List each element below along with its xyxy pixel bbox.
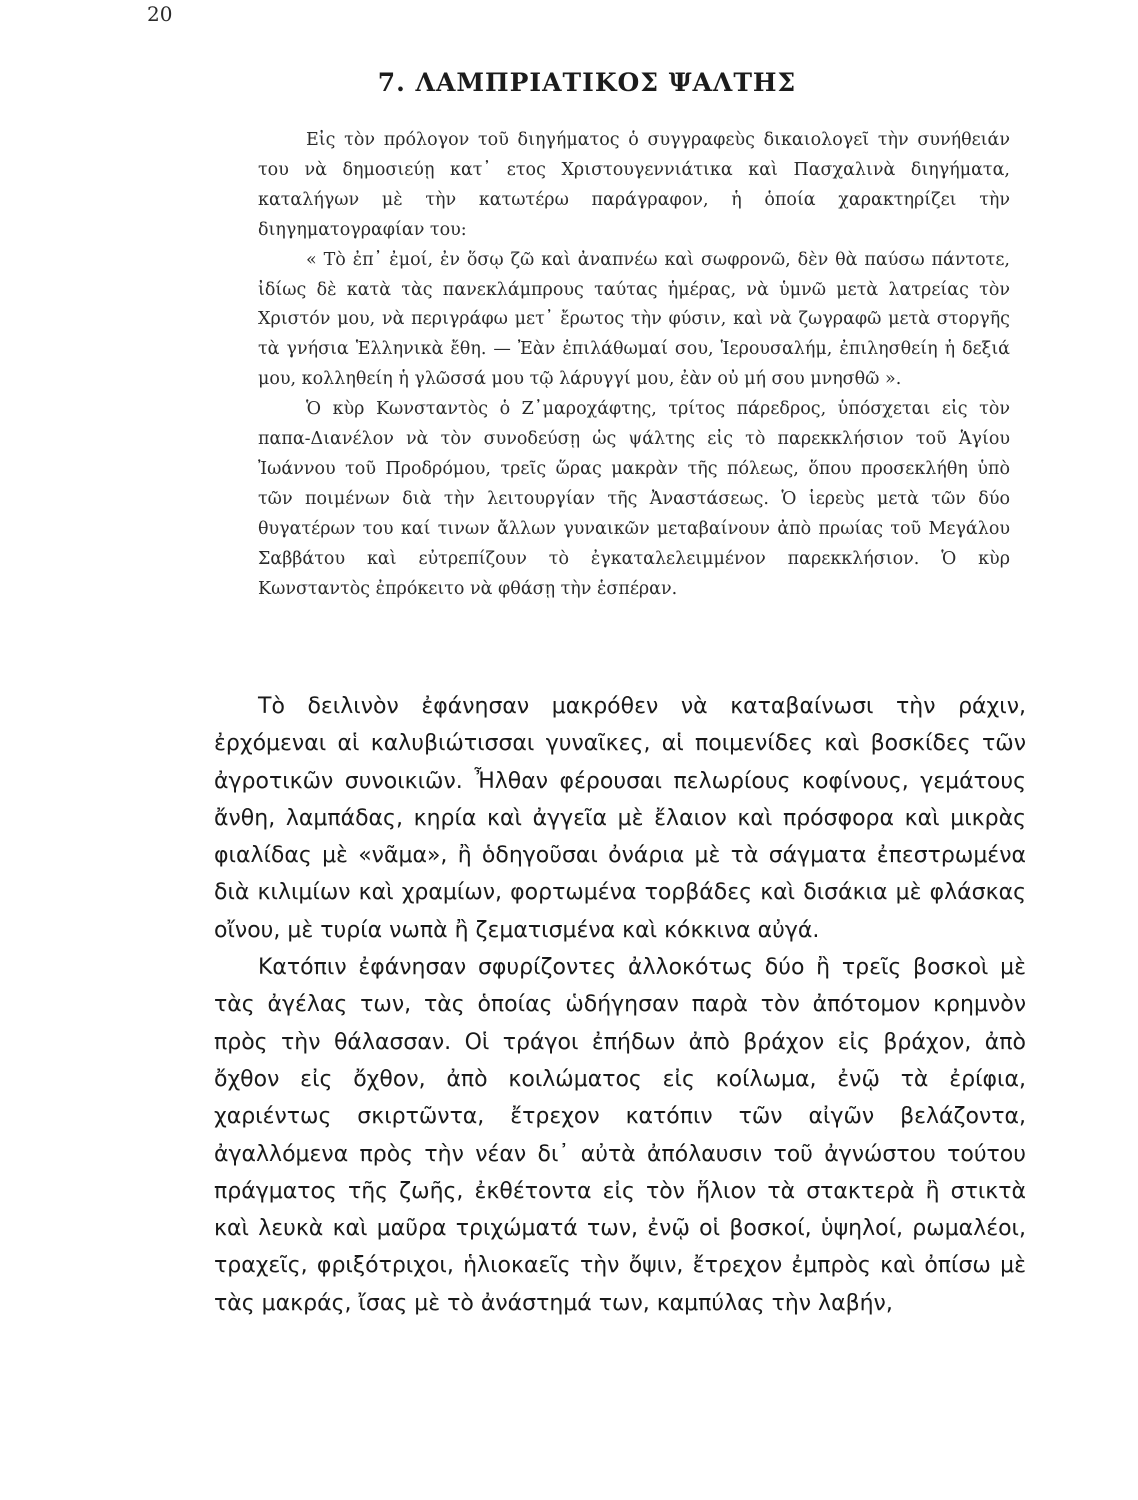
story-paragraph: Τὸ δειλινὸν ἐφάνησαν μακρόθεν νὰ καταβαίνωσι τὴν ράχιν, ἐρχόμεναι αἱ καλυβιώτισσαι γυναῖκες, αἱ ποιμενίδες καὶ βοσκίδες τῶν ἀγροτικῶν συνοικιῶν. Ἦλθαν φέρουσαι πελωρίους κοφίνους, γεμάτους ἄνθη, λαμπάδας, κηρία καὶ ἀγγεῖα μὲ ἔλαιον καὶ πρόσφορα καὶ μικρὰς φιαλίδας μὲ «νᾶμα», ἢ ὁδηγοῦσαι ὀνάρια μὲ τὰ σάγματα ἐπεστρωμένα διὰ κιλιμίων καὶ χραμίων, φορτωμένα τορβάδες καὶ δισάκια μὲ φλάσκας οἴνου, μὲ τυρία νωπὰ ἢ ζεματισμένα καὶ κόκκινα αὐγά. bbox=[214, 694, 1026, 943]
intro-summary bbox=[258, 126, 1010, 605]
story-text bbox=[214, 688, 1026, 1322]
page-number: 20 bbox=[147, 2, 173, 26]
intro-paragraph: « Τὸ ἐπ᾽ ἐμοί, ἐν ὅσῳ ζῶ καὶ ἀναπνέω καὶ σωφρονῶ, δὲν θὰ παύσω πάντοτε, ἰδίως δὲ κατὰ τὰς πανεκλάμπρους ταύτας ἡμέρας, νὰ ὑμνῶ μετὰ λατρείας τὸν Χριστόν μου, νὰ περιγράφω μετ᾽ ἔρωτος τὴν φύσιν, καὶ νὰ ζωγραφῶ μετὰ στοργῆς τὰ γνήσια Ἑλληνικὰ ἔθη. — Ἐὰν ἐπιλάθωμαί σου, Ἱερουσαλήμ, ἐπιλησθείη ἡ δεξιά μου, κολληθείη ἡ γλῶσσά μου τῷ λάρυγγί μου, ἐὰν οὐ μή σου μνησθῶ ». bbox=[258, 249, 1010, 390]
intro-paragraph: Εἰς τὸν πρόλογον τοῦ διηγήματος ὁ συγγραφεὺς δικαιολογεῖ τὴν συνήθειάν του νὰ δημοσιεύῃ κατ᾽ ετος Χριστουγεννιάτικα καὶ Πασχαλινὰ διηγήματα, καταλήγων μὲ τὴν κατωτέρω παράγραφον, ἡ ὁποία χαρακτηρίζει τὴν διηγηματογραφίαν του: bbox=[258, 130, 1010, 240]
story-paragraph: Κατόπιν ἐφάνησαν σφυρίζοντες ἀλλοκότως δύο ἢ τρεῖς βοσκοὶ μὲ τὰς ἀγέλας των, τὰς ὁποίας ὡδήγησαν παρὰ τὸν ἀπότομον κρημνὸν πρὸς τὴν θάλασσαν. Οἱ τράγοι ἐπήδων ἀπὸ βράχον εἰς βράχον, ἀπὸ ὄχθον εἰς ὄχθον, ἀπὸ κοιλώματος εἰς κοίλωμα, ἐνῷ τὰ ἐρίφια, χαριέντως σκιρτῶντα, ἔτρεχον κατόπιν τῶν αἰγῶν βελάζοντα, ἀγαλλόμενα πρὸς τὴν νέαν δι᾽ αὐτὰ ἀπόλαυσιν τοῦ ἀγνώστου τούτου πράγματος τῆς ζωῆς, ἐκθέτοντα εἰς τὸν ἥλιον τὰ στακτερὰ ἢ στικτὰ καὶ λευκὰ καὶ μαῦρα τριχώματά των, ἐνῷ οἱ βοσκοί, ὑψηλοί, ρωμαλέοι, τραχεῖς, φριξότριχοι, ἡλιοκαεῖς τὴν ὄψιν, ἔτρεχον ἐμπρὸς καὶ ὀπίσω μὲ τὰς μακράς, ἴσας μὲ τὸ ἀνάστημά των, καμπύλας τὴν λαβήν, bbox=[214, 955, 1026, 1316]
intro-paragraph: Ὁ κὺρ Κωνσταντὸς ὁ Ζ᾽μαροχάφτης, τρίτος πάρεδρος, ὑπόσχεται εἰς τὸν παπα-Διανέλον νὰ τὸν συνοδεύσῃ ὡς ψάλτης εἰς τὸ παρεκκλήσιον τοῦ Ἁγίου Ἰωάννου τοῦ Προδρόμου, τρεῖς ὥρας μακρὰν τῆς πόλεως, ὅπου προσεκλήθη ὑπὸ τῶν ποιμένων διὰ τὴν λειτουργίαν τῆς Ἀναστάσεως. Ὁ ἱερεὺς μετὰ τῶν δύο θυγατέρων του καί τινων ἄλλων γυναικῶν μεταβαίνουν ἀπὸ πρωίας τοῦ Μεγάλου Σαββάτου καὶ εὐτρεπίζουν τὸ ἐγκαταλελειμμένον παρεκκλήσιον. Ὁ κὺρ Κωνσταντὸς ἐπρόκειτο νὰ φθάσῃ τὴν ἑσπέραν. bbox=[258, 399, 1010, 599]
chapter-title: 7. ΛΑΜΠΡΙΑΤΙΚΟΣ ΨΑΛΤΗΣ bbox=[377, 68, 797, 97]
